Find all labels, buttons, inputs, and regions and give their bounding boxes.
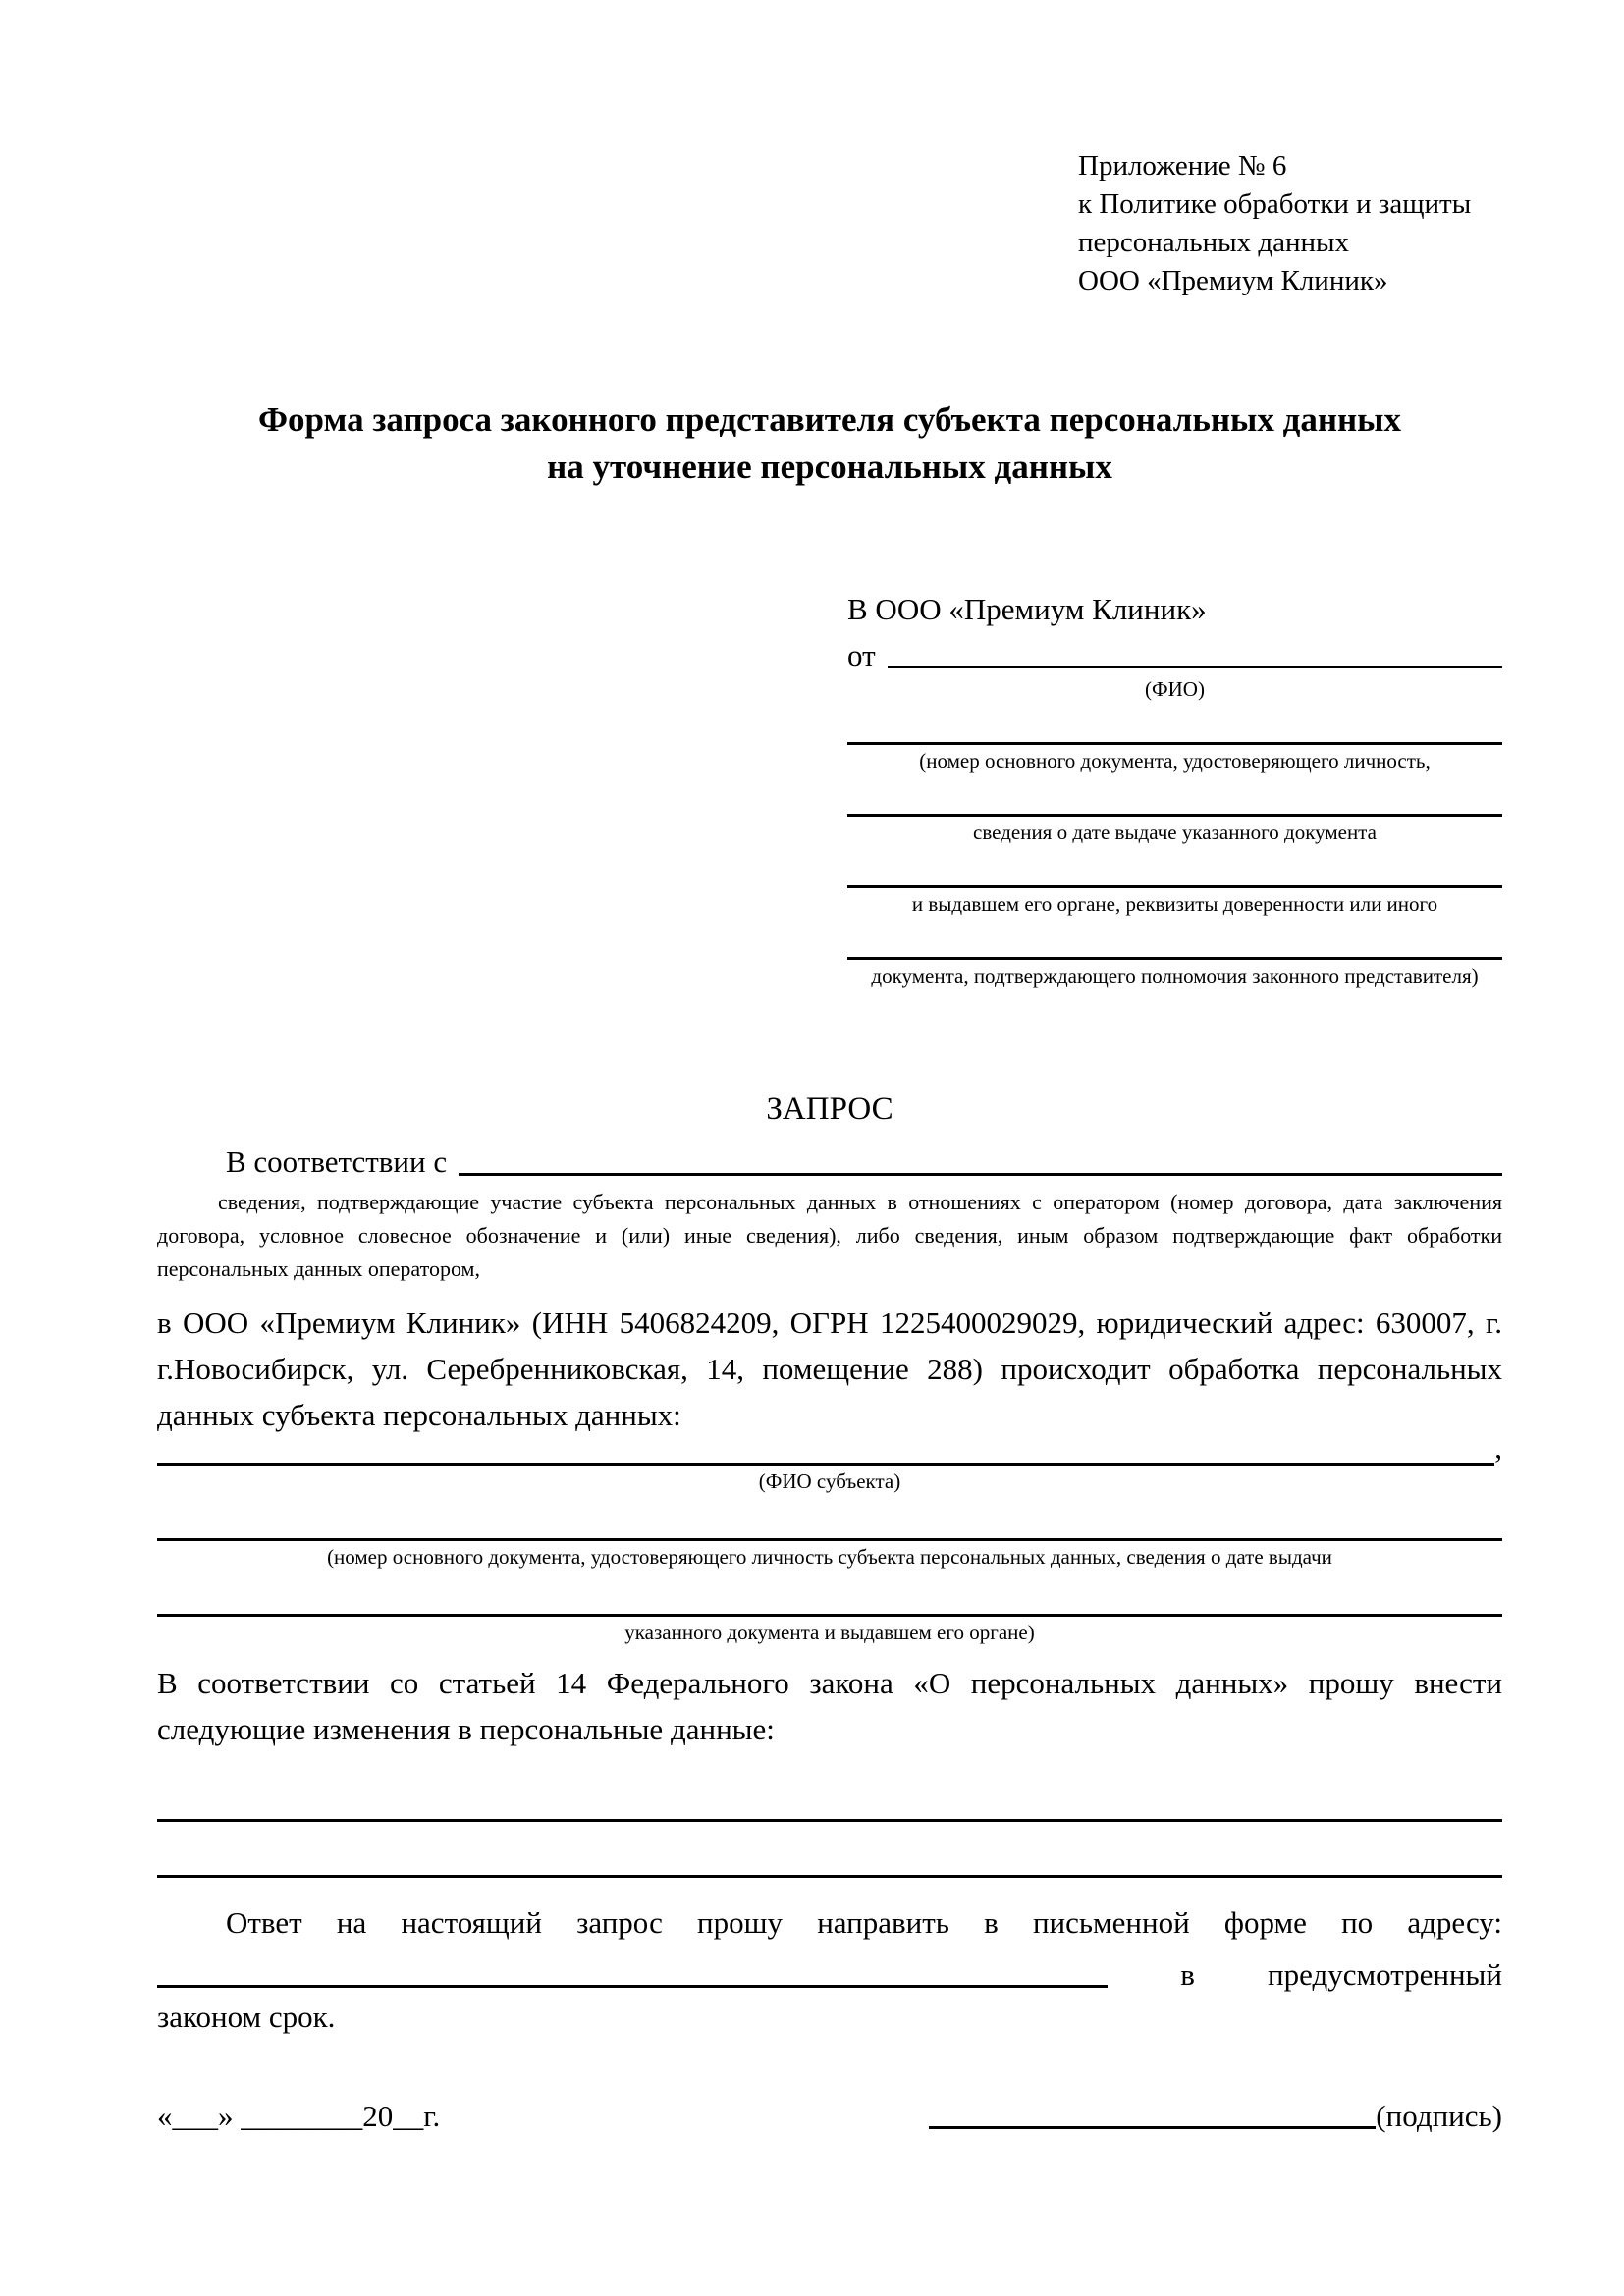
reply-paragraph-line-3: законом срок. — [157, 2000, 336, 2034]
fill-line-issue-date — [847, 774, 1502, 817]
request-heading: ЗАПРОС — [766, 1092, 893, 1127]
fill-line-authority-document — [847, 918, 1502, 960]
caption-authority-document: документа, подтверждающего полномочия законного представителя) — [871, 964, 1479, 988]
fill-line-subject-fio-rule — [157, 1463, 1494, 1466]
addressee-block — [847, 589, 1502, 989]
from-label: от — [847, 638, 876, 672]
fill-line-changes-1 — [157, 1766, 1502, 1822]
fill-line-issuing-authority — [847, 846, 1502, 888]
addressee-to: В ООО «Премиум Клиник» — [847, 592, 1207, 626]
reply-paragraph-line-1: Ответ на настоящий запрос прошу направить в письменной форме по адресу: — [226, 1905, 1502, 1940]
fill-line-subject-document — [157, 1495, 1502, 1541]
reply-word-predusmotrenny: предусмотренный — [1268, 1957, 1502, 1992]
date-line: «___» ________20__г. — [157, 2099, 441, 2133]
signature-area — [929, 2099, 1502, 2134]
intro-label: В соответствии с — [226, 1145, 448, 1179]
fill-line-subject-fio — [157, 1430, 1502, 1466]
form-title — [157, 397, 1502, 491]
operator-paragraph: в ООО «Премиум Клиник» (ИНН 5406824209, ОГРН 1225400029029, юридический адрес: 630007, г. г.Новосибирск, ул. Серебренниковская, 14, помещение 288) происходит обработка персональных данных субъекта персональных данных: — [157, 1306, 1502, 1432]
caption-subject-fio: (ФИО субъекта) — [758, 1469, 901, 1493]
addressee-from-line — [847, 630, 1502, 673]
caption-issuing-authority: и выдавшем его органе, реквизиты доверенности или иного — [911, 892, 1438, 916]
caption-document-number: (номер основного документа, удостоверяющего личность, — [919, 749, 1431, 773]
fill-line-agreement-basis — [459, 1173, 1502, 1176]
header-line: к Политике обработки и защиты — [1078, 188, 1472, 220]
reply-word-v: в — [1180, 1957, 1195, 1992]
law-paragraph: В соответствии со статьей 14 Федерального закона «О персональных данных» прошу внести следующие изменения в персональные данные: — [157, 1666, 1502, 1746]
reply-paragraph-line-2 — [157, 1946, 1502, 1993]
caption-signature: (подпись) — [1376, 2099, 1502, 2133]
fill-line-subject-document-2 — [157, 1571, 1502, 1617]
fill-line-reply-address — [157, 1985, 1108, 1988]
footer-row — [157, 2099, 1502, 2134]
header-line: Приложение № 6 — [1078, 150, 1287, 182]
form-title-line-2: на уточнение персональных данных — [547, 448, 1112, 486]
caption-fio: (ФИО) — [1145, 677, 1205, 701]
appendix-header — [1078, 147, 1502, 300]
trailing-comma: , — [1494, 1430, 1502, 1465]
form-title-line-1: Форма запроса законного представителя субъекта персональных данных — [258, 400, 1401, 439]
caption-subject-document-2: указанного документа и выдавшем его органе) — [624, 1621, 1035, 1644]
intro-caption: сведения, подтверждающие участие субъекта персональных данных в отношениях с оператором (номер договора, дата заключения договора, условное словесное обозначение и (или) иные сведения), либо сведения, иным образом подтверждающие факт обработки персональных данных оператором, — [157, 1190, 1502, 1281]
header-line: персональных данных — [1078, 227, 1350, 258]
intro-line — [157, 1131, 1502, 1180]
fill-line-changes-2 — [157, 1822, 1502, 1878]
fill-line-document-number — [847, 703, 1502, 745]
caption-subject-document-1: (номер основного документа, удостоверяющего личность субъекта персональных данных, сведения о дате выдачи — [327, 1545, 1332, 1569]
header-line: ООО «Премиум Клиник» — [1078, 265, 1388, 296]
fill-line-representative-fio — [888, 666, 1502, 668]
caption-issue-date: сведения о дате выдаче указанного документа — [973, 821, 1377, 844]
fill-line-signature — [929, 2126, 1376, 2129]
